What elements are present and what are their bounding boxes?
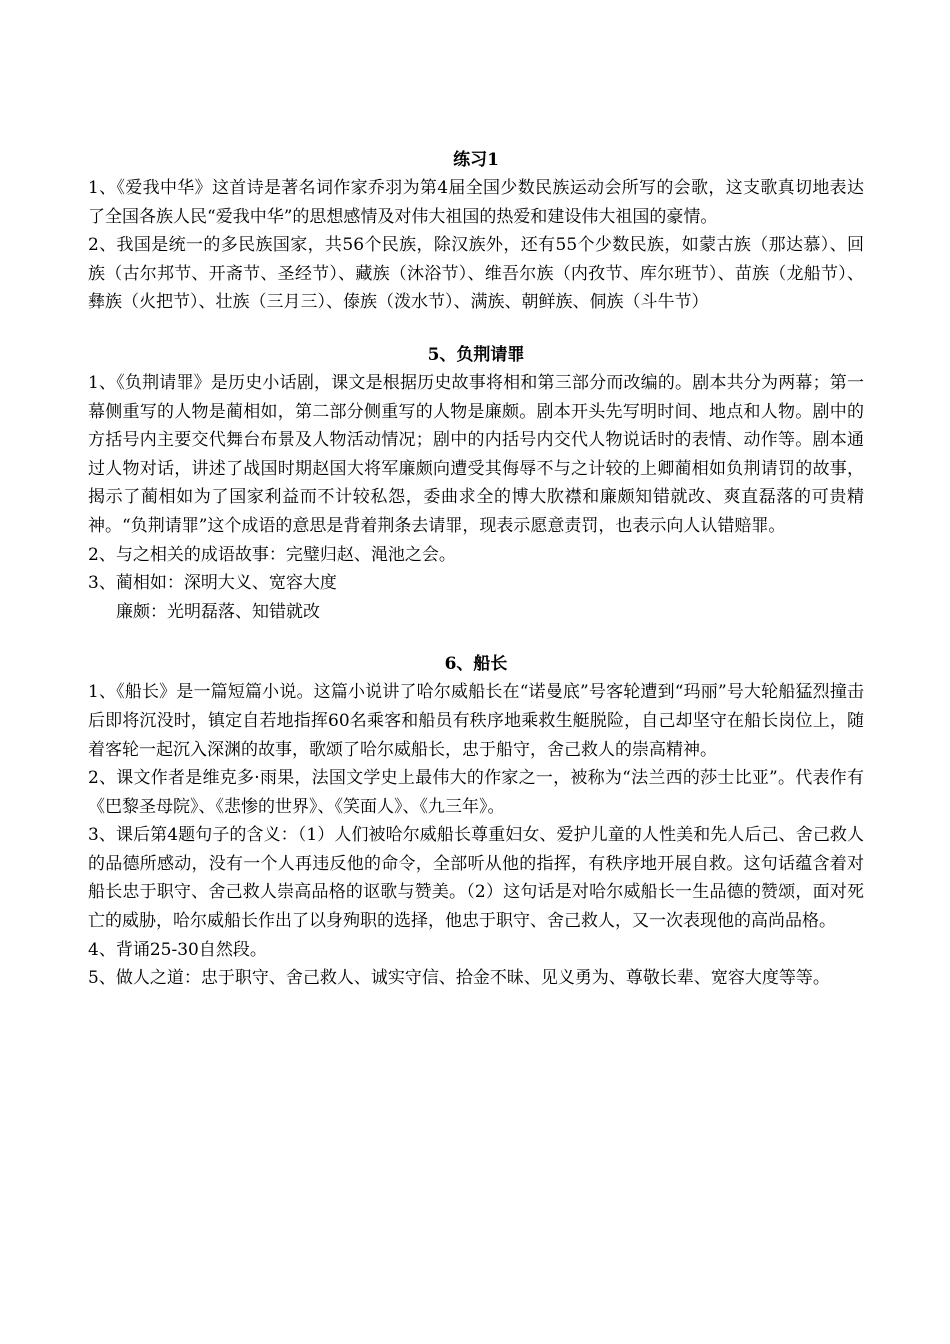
paragraph: 2、我国是统一的多民族国家，共56个民族，除汉族外，还有55个少数民族，如蒙古族（那达慕）、回族（古尔邦节、开斋节、圣经节）、藏族（沐浴节）、维吾尔族（内孜节、库尔班节）、苗族（龙船节）、彝族（火把节）、壮族（三月三）、傣族（泼水节）、满族、朝鲜族、侗族（斗牛节） <box>88 235 864 313</box>
paragraph: 1、《爱我中华》这首诗是著名词作家乔羽为第4届全国少数民族运动会所写的会歌，这支歌真切地表达了全国各族人民“爱我中华”的思想感情及对伟大祖国的热爱和建设伟大祖国的豪情。 <box>88 178 864 227</box>
section-fujingqingzui <box>88 341 864 626</box>
paragraph: 5、做人之道：忠于职守、舍己救人、诚实守信、拾金不昧、见义勇为、尊敬长辈、宽容大度等等。 <box>88 968 830 989</box>
paragraph: 廉颇：光明磊落、知错就改 <box>116 601 320 622</box>
section-lianxi-1 <box>88 146 864 317</box>
paragraph: 2、与之相关的成语故事：完璧归赵、渑池之会。 <box>88 544 456 565</box>
section-chuanzhang <box>88 650 864 993</box>
paragraph: 1、《船长》是一篇短篇小说。这篇小说讲了哈尔威船长在“诺曼底”号客轮遭到“玛丽”号大轮船猛烈撞击后即将沉没时，镇定自若地指挥60名乘客和船员有秩序地乘救生艇脱险，自己却坚守在船长岗位上，随着客轮一起沉入深渊的故事，歌颂了哈尔威船长，忠于船守，舍己救人的崇高精神。 <box>88 682 864 760</box>
paragraph: 4、背诵25-30自然段。 <box>88 939 267 960</box>
document-page <box>88 146 864 993</box>
section-gap <box>88 626 864 650</box>
paragraph: 3、蔺相如：深明大义、宽容大度 <box>88 573 337 594</box>
section-title: 6、船长 <box>444 654 508 675</box>
paragraph: 3、课后第4题句子的含义：（1）人们被哈尔威船长尊重妇女、爱护儿童的人性美和先人后己、舍己救人的品德所感动，没有一个人再违反他的命令，全部听从他的指挥，有秩序地开展自救。这句话蕴含着对船长忠于职守、舍己救人崇高品格的讴歌与赞美。（2）这句话是对哈尔威船长一生品德的赞颂，面对死亡的威胁，哈尔威船长作出了以身殉职的选择，他忠于职守、舍己救人，又一次表现他的高尚品格。 <box>88 825 864 932</box>
paragraph: 2、课文作者是维克多·雨果，法国文学史上最伟大的作家之一，被称为“法兰西的莎士比亚”。代表作有《巴黎圣母院》、《悲惨的世界》、《笑面人》、《九三年》。 <box>88 768 864 817</box>
section-gap <box>88 317 864 341</box>
section-title: 练习1 <box>453 150 499 170</box>
paragraph: 1、《负荆请罪》是历史小话剧，课文是根据历史故事将相和第三部分而改编的。剧本共分为两幕；第一幕侧重写的人物是蔺相如，第二部分侧重写的人物是廉颇。剧本开头先写明时间、地点和人物。剧中的方括号内主要交代舞台布景及人物活动情况；剧中的内括号内交代人物说话时的表情、动作等。剧本通过人物对话，讲述了战国时期赵国大将军廉颇向遭受其侮辱不与之计较的上卿蔺相如负荆请罚的故事，揭示了蔺相如为了国家利益而不计较私怨，委曲求全的博大肷襟和廉颇知错就改、爽直磊落的可贵精神。“负荆请罪”这个成语的意思是背着荆条去请罪，现表示愿意责罚，也表示向人认错赔罪。 <box>88 372 864 536</box>
section-title: 5、负荆请罪 <box>427 344 525 365</box>
